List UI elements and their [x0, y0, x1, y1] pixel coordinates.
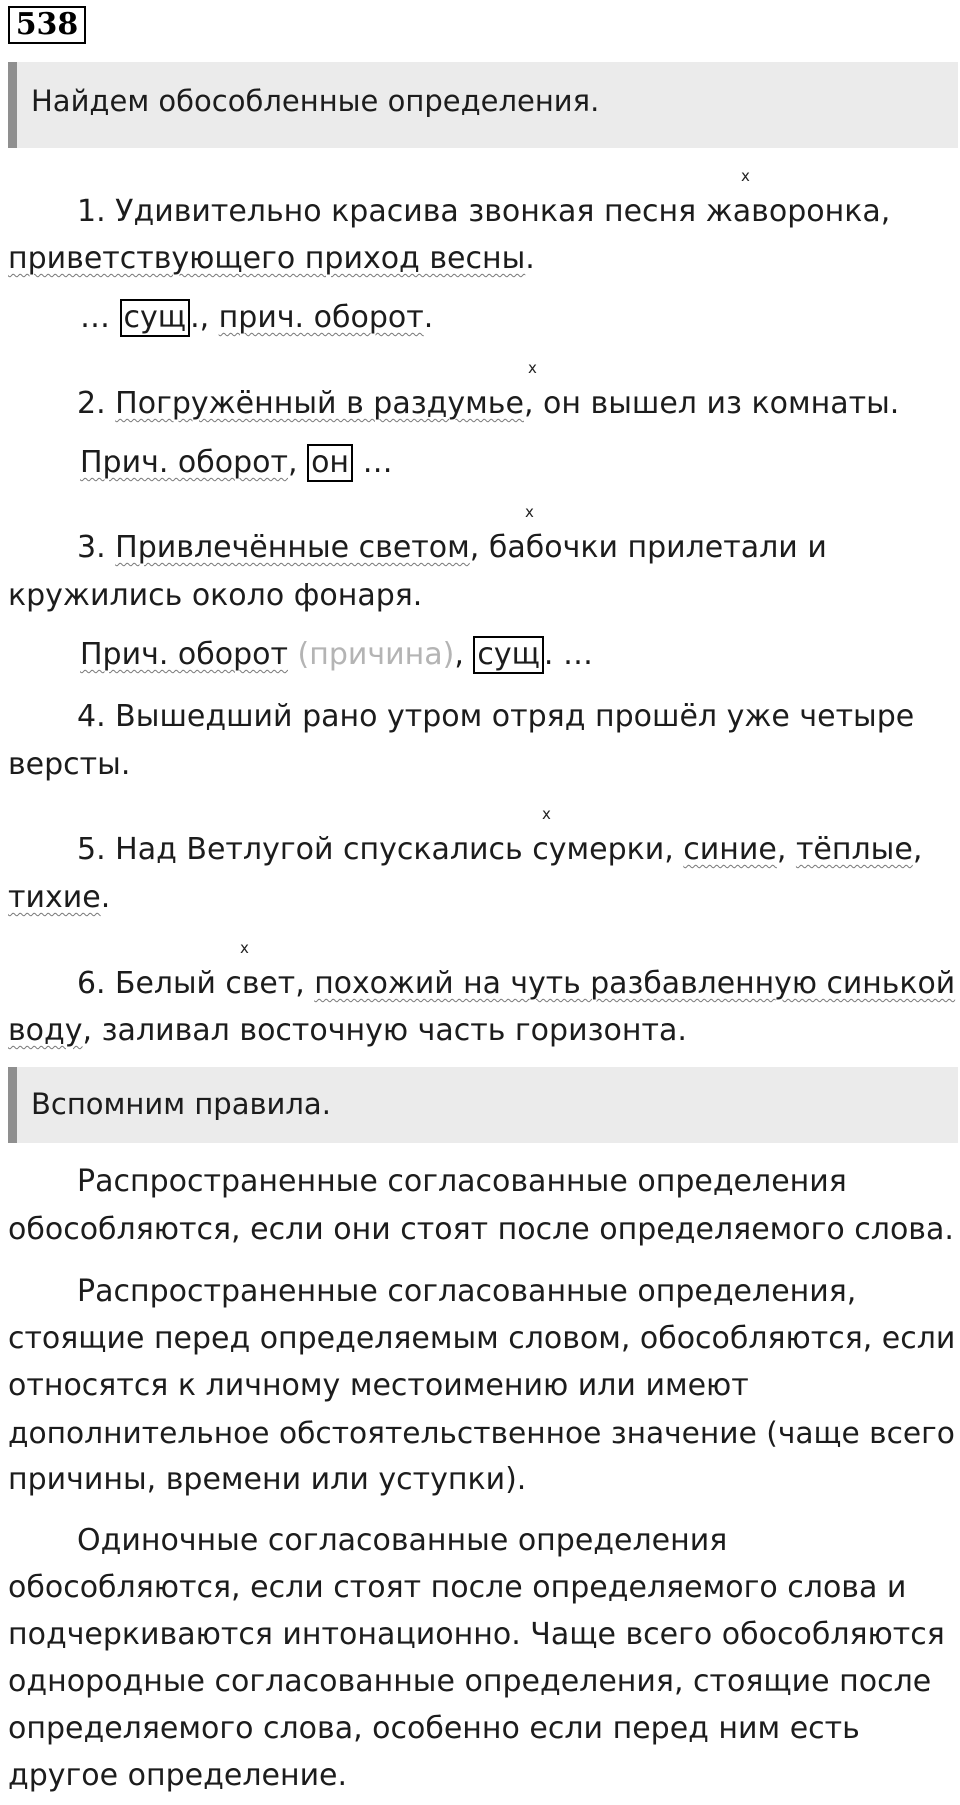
main-word-mark: x [525, 503, 534, 521]
sentence-5-line-1 [77, 830, 922, 870]
punctuation: , [776, 832, 796, 867]
sentence-number: 3. [77, 530, 106, 565]
sentence-5-line-2 [8, 878, 110, 918]
sentence-number: 6. [77, 966, 106, 1001]
adjective-phrase-end: воду [8, 1013, 83, 1048]
sentence-text: Белый свет, [115, 966, 315, 1001]
sentence-4-line-1 [77, 697, 914, 737]
sentence-6-line-1 [77, 964, 955, 1004]
sentence-1-scheme [80, 298, 433, 338]
sentence-2-line-1 [77, 384, 899, 424]
rule-2-line-2: стоящие перед определяемым словом, обособляются, если [8, 1321, 956, 1356]
rule-2-line-1: Распространенные согласованные определения, [77, 1274, 857, 1309]
main-word-mark: x [528, 359, 537, 377]
sentence-text: , он вышел из комнаты. [523, 386, 900, 421]
sentence-6-line-2 [8, 1011, 687, 1051]
sentence-3-scheme [80, 635, 593, 675]
scheme-participle: Прич. оборот [80, 637, 288, 672]
main-word-mark: x [542, 805, 551, 823]
scheme-participle: прич. оборот [218, 300, 424, 335]
scheme-punct: ., [190, 300, 219, 335]
rule-3-line-4: однородные согласованные определения, стоящие после [8, 1664, 932, 1699]
scheme-end: . … [543, 637, 593, 672]
adjective-3: тихие [8, 880, 101, 915]
participle-phrase: Привлечённые светом [115, 530, 470, 565]
scheme-punct: , [287, 445, 308, 480]
participle-phrase: приветствующего приход весны [8, 241, 526, 276]
rule-3-line-6: другое определение. [8, 1758, 348, 1793]
rule-1-line-2: обособляются, если они стоят после определяемого слова. [8, 1212, 954, 1247]
adjective-1: синие [683, 832, 777, 867]
sentence-text: , заливал восточную часть горизонта. [82, 1013, 687, 1048]
scheme-cause-note: (причина) [297, 637, 455, 672]
sentence-number: 1. [77, 194, 106, 229]
rule-3-line-3: подчеркиваются интонационно. Чаще всего обособляются [8, 1617, 945, 1652]
sentence-1-line-2 [8, 239, 535, 279]
scheme-participle: Прич. оборот [80, 445, 288, 480]
punctuation: . [100, 880, 111, 915]
sentence-3-line-1 [77, 528, 827, 568]
sentence-number: 5. [77, 832, 106, 867]
scheme-punct: , [454, 637, 474, 672]
rule-2-line-4: дополнительное обстоятельственное значение (чаще всего [8, 1415, 955, 1450]
punctuation: , [912, 832, 923, 867]
sentence-1-line-1 [77, 192, 890, 232]
rule-2-line-5: причины, времени или уступки). [8, 1462, 527, 1497]
scheme-noun-box: сущ [473, 636, 544, 674]
main-word-mark: x [240, 939, 249, 957]
sentence-text: Вышедший рано утром отряд прошёл уже четыре [115, 699, 915, 734]
participle-phrase: Погружённый в раздумье [115, 386, 524, 421]
section-heading-rules: Вспомним правила. [8, 1067, 958, 1143]
scheme-noun-box: сущ [120, 299, 191, 337]
sentence-number: 2. [77, 386, 106, 421]
rule-3-line-1: Одиночные согласованные определения [77, 1523, 728, 1558]
sentence-text: , бабочки прилетали и [469, 530, 827, 565]
rule-3-line-5: определяемого слова, особенно если перед ним есть [8, 1711, 860, 1746]
sentence-3-line-2: кружились около фонаря. [8, 578, 423, 613]
adjective-2: тёплые [795, 832, 913, 867]
scheme-end: … [353, 445, 393, 480]
scheme-end: . [423, 300, 434, 335]
sentence-4-line-2: версты. [8, 747, 131, 782]
task-number: 538 [8, 6, 86, 44]
adjective-phrase: похожий на чуть разбавленную синькой [314, 966, 956, 1001]
main-word-mark: x [741, 167, 750, 185]
rule-1-line-1: Распространенные согласованные определения [77, 1164, 847, 1199]
sentence-2-scheme [80, 443, 393, 483]
sentence-text: Удивительно красива звонкая песня жаворонка, [115, 194, 891, 229]
rule-3-line-2: обособляются, если стоят после определяемого слова и [8, 1570, 907, 1605]
section-heading-find: Найдем обособленные определения. [8, 62, 958, 148]
sentence-text: Над Ветлугой спускались сумерки, [115, 832, 684, 867]
sentence-number: 4. [77, 699, 106, 734]
scheme-ellipsis: … [80, 300, 110, 335]
rule-2-line-3: относятся к личному местоимению или имеют [8, 1368, 749, 1403]
punctuation: . [525, 241, 535, 276]
scheme-pronoun-box: он [307, 444, 353, 482]
